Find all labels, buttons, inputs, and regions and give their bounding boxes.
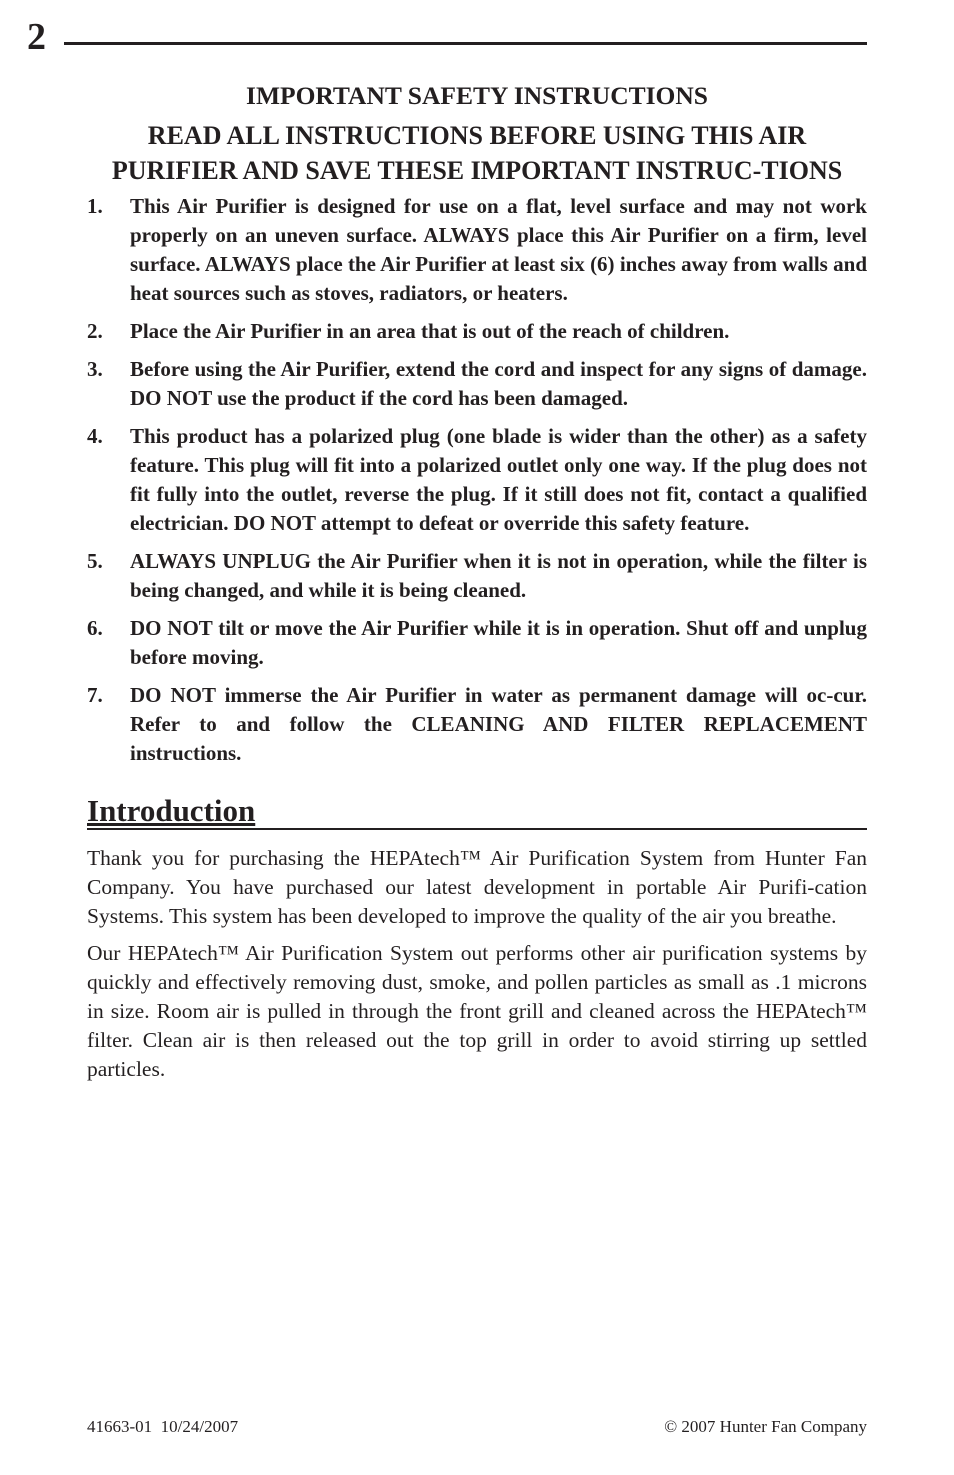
item-text: DO NOT immerse the Air Purifier in water as permanent damage will oc-cur. Refer to and follow the CLEANING AND FILTER REPLACEMENT instructions.	[130, 683, 867, 765]
list-item	[87, 681, 867, 768]
list-item	[87, 422, 867, 538]
item-text: This Air Purifier is designed for use on a flat, level surface and may not work properly on an uneven surface. ALWAYS place this Air Purifier on a firm, level surface. ALWAYS place the Air Purifier at least six (6) inches away from walls and heat sources such as stoves, radiators, or heaters.	[130, 194, 867, 305]
item-number: 6.	[87, 616, 103, 640]
footer-copyright: © 2007 Hunter Fan Company	[664, 1417, 867, 1436]
item-text: Place the Air Purifier in an area that is out of the reach of children.	[130, 319, 730, 343]
item-number: 5.	[87, 549, 103, 573]
list-item	[87, 317, 867, 346]
item-text: DO NOT tilt or move the Air Purifier while it is in operation. Shut off and unplug before moving.	[130, 616, 867, 669]
item-text: This product has a polarized plug (one blade is wider than the other) as a safety feature. This plug will fit into a polarized outlet only one way. If the plug does not fit fully into the outlet, reverse the plug. If it still does not fit, contact a qualified electrician. DO NOT attempt to defeat or override this safety feature.	[130, 424, 867, 535]
list-item	[87, 614, 867, 672]
item-number: 3.	[87, 357, 103, 381]
introduction-paragraph: Thank you for purchasing the HEPAtech™ Air Purification System from Hunter Fan Company. You have purchased our latest development in portable Air Purifi-cation Systems. This system has been developed to improve the quality of the air you breathe.	[87, 846, 867, 928]
list-item	[87, 547, 867, 605]
top-rule	[64, 42, 867, 45]
item-text: ALWAYS UNPLUG the Air Purifier when it is not in operation, while the filter is being changed, and while it is being cleaned.	[130, 549, 867, 602]
read-instructions-heading: READ ALL INSTRUCTIONS BEFORE USING THIS AIR PURIFIER AND SAVE THESE IMPORTANT INSTRUC-TIONS	[111, 121, 843, 185]
page-number: 2	[27, 16, 46, 58]
introduction-heading-text: Introduction	[87, 793, 256, 828]
page-content	[87, 78, 867, 1084]
list-item	[87, 192, 867, 308]
item-number: 1.	[87, 194, 103, 218]
introduction-heading	[87, 794, 867, 830]
footer-doc-id: 41663-01 10/24/2007	[87, 1417, 239, 1436]
item-text: Before using the Air Purifier, extend the cord and inspect for any signs of damage. DO NOT use the product if the cord has been damaged.	[130, 357, 867, 410]
item-number: 7.	[87, 683, 103, 707]
item-number: 2.	[87, 319, 103, 343]
list-item	[87, 355, 867, 413]
safety-heading: IMPORTANT SAFETY INSTRUCTIONS	[246, 81, 708, 110]
item-number: 4.	[87, 424, 103, 448]
introduction-paragraph: Our HEPAtech™ Air Purification System out performs other air purification systems by quickly and effectively removing dust, smoke, and pollen particles as small as .1 microns in size. Room air is pulled in through the front grill and cleaned across the HEPAtech™ filter. Clean air is then released out the top grill in order to avoid stirring up settled particles.	[87, 941, 867, 1081]
safety-instructions-list	[87, 192, 867, 768]
